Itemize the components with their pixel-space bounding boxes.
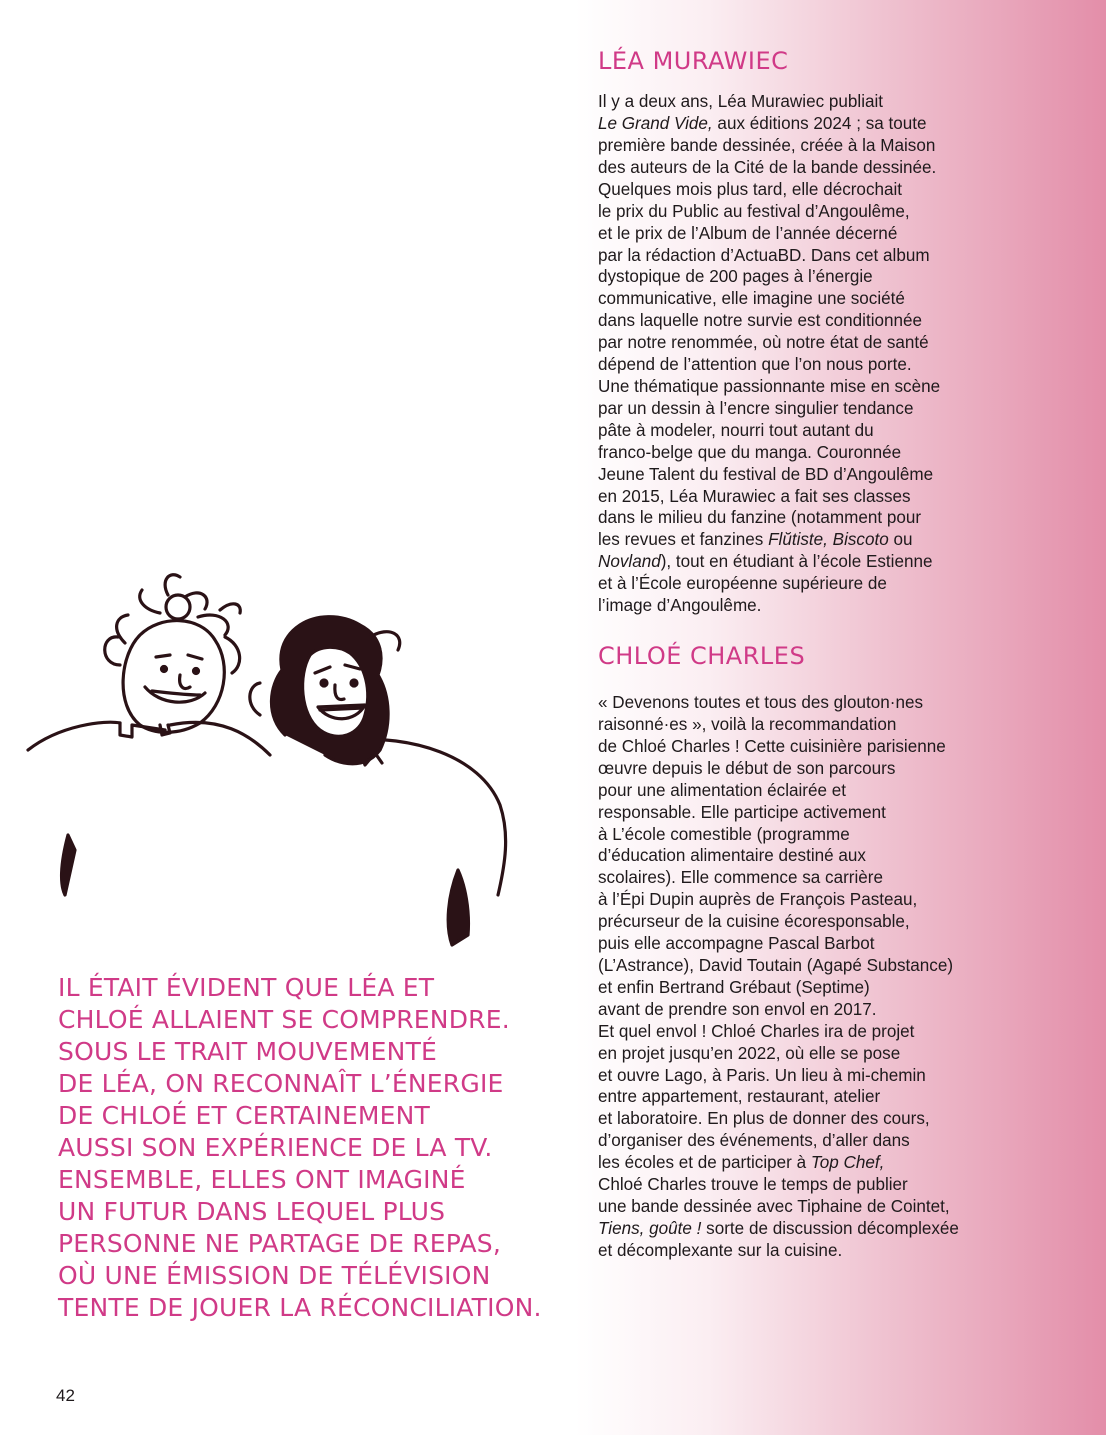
- chloe-charles-heading: CHLOÉ CHARLES: [598, 641, 806, 670]
- text-segment: à L’école comestible (programme: [598, 824, 850, 844]
- text-segment: communicative, elle imagine une société: [598, 289, 905, 309]
- quote-line: SOUS LE TRAIT MOUVEMENTÉ: [58, 1037, 438, 1066]
- text-segment: raisonné·es », voilà la recommandation: [598, 715, 897, 735]
- text-line: [598, 376, 998, 398]
- text-segment: en 2015, Léa Murawiec a fait ses classes: [598, 486, 911, 506]
- text-segment: en projet jusqu’en 2022, où elle se pose: [598, 1043, 901, 1063]
- text-line: [598, 266, 998, 288]
- article-columns: [598, 40, 998, 1262]
- quote-line: AUSSI SON EXPÉRIENCE DE LA TV.: [58, 1133, 493, 1162]
- text-segment: par un dessin à l’encre singulier tendance: [598, 398, 914, 418]
- text-segment: Jeune Talent du festival de BD d’Angoulême: [598, 464, 934, 484]
- text-segment: par notre renommée, où notre état de santé: [598, 333, 929, 353]
- text-segment: à l’Épi Dupin auprès de François Pasteau,: [598, 890, 918, 910]
- text-segment: Quelques mois plus tard, elle décrochait: [598, 179, 903, 199]
- quote-line: TENTE DE JOUER LA RÉCONCILIATION.: [58, 1293, 542, 1322]
- text-line: [598, 736, 998, 758]
- quote-line: DE CHLOÉ ET CERTAINEMENT: [58, 1101, 430, 1130]
- text-line: [598, 201, 998, 223]
- text-segment: avant de prendre son envol en 2017.: [598, 999, 877, 1019]
- text-line: [598, 758, 998, 780]
- text-line: [598, 551, 998, 573]
- text-line: [598, 1218, 998, 1240]
- text-line: [598, 573, 998, 595]
- text-line: [598, 824, 998, 846]
- text-line: [598, 977, 998, 999]
- text-line: [598, 1065, 998, 1087]
- text-line: [598, 692, 998, 714]
- text-line: [598, 310, 998, 332]
- text-line: [598, 113, 998, 135]
- text-line: [598, 1021, 998, 1043]
- text-line: [598, 223, 998, 245]
- text-line: [598, 1043, 998, 1065]
- text-segment: et le prix de l’Album de l’année décerné: [598, 223, 898, 243]
- text-segment: franco-belge que du manga. Couronnée: [598, 442, 902, 462]
- text-segment: ), tout en étudiant à l’école Estienne: [660, 552, 933, 572]
- text-segment: sorte de discussion décomplexée: [701, 1218, 959, 1238]
- text-segment: d’organiser des événements, d’aller dans: [598, 1131, 910, 1151]
- text-line: [598, 889, 998, 911]
- text-segment: Une thématique passionnante mise en scène: [598, 376, 941, 396]
- text-line: [598, 179, 998, 201]
- text-segment: une bande dessinée avec Tiphaine de Cointet,: [598, 1196, 950, 1216]
- text-segment: par la rédaction d’ActuaBD. Dans cet album: [598, 245, 930, 265]
- text-line: [598, 1130, 998, 1152]
- text-segment: les revues et fanzines: [598, 530, 769, 550]
- text-line: [598, 911, 998, 933]
- text-line: [598, 845, 998, 867]
- text-line: [598, 529, 998, 551]
- text-line: [598, 867, 998, 889]
- text-line: [598, 802, 998, 824]
- lea-murawiec-bio: [598, 91, 998, 617]
- quote-line: IL ÉTAIT ÉVIDENT QUE LÉA ET: [58, 973, 435, 1002]
- text-segment: et ouvre Lago, à Paris. Un lieu à mi-chemin: [598, 1065, 926, 1085]
- text-segment: pour une alimentation éclairée et: [598, 780, 847, 800]
- italic-title: Top Chef,: [810, 1153, 885, 1173]
- text-line: [598, 442, 998, 464]
- text-line: [598, 1152, 998, 1174]
- text-segment: (L’Astrance), David Toutain (Agapé Substance): [598, 956, 954, 975]
- text-line: [598, 245, 998, 267]
- text-line: [598, 507, 998, 529]
- text-line: [598, 595, 998, 617]
- text-segment: œuvre depuis le début de son parcours: [598, 758, 896, 778]
- italic-title: Novland: [598, 552, 661, 572]
- text-segment: dépend de l’attention que l’on nous porte.: [598, 355, 912, 375]
- text-segment: et laboratoire. En plus de donner des cours,: [598, 1109, 930, 1129]
- text-segment: entre appartement, restaurant, atelier: [598, 1087, 881, 1107]
- text-segment: et à l’École européenne supérieure de: [598, 574, 887, 594]
- italic-title: Flŭtiste, Biscoto: [768, 530, 889, 550]
- text-segment: les écoles et de participer à: [598, 1153, 811, 1173]
- text-segment: première bande dessinée, créée à la Maison: [598, 136, 936, 155]
- text-segment: Et quel envol ! Chloé Charles ira de projet: [598, 1021, 915, 1041]
- text-line: [598, 1174, 998, 1196]
- chloe-charles-bio: [598, 692, 998, 1262]
- text-segment: Il y a deux ans, Léa Murawiec publiait: [598, 92, 884, 112]
- text-line: [598, 135, 998, 157]
- text-segment: le prix du Public au festival d’Angoulême,: [598, 201, 910, 221]
- text-line: [598, 1086, 998, 1108]
- text-line: [598, 420, 998, 442]
- text-segment: l’image d’Angoulême.: [598, 596, 762, 616]
- text-line: [598, 288, 998, 310]
- text-line: [598, 354, 998, 376]
- text-segment: des auteurs de la Cité de la bande dessinée.: [598, 157, 937, 177]
- text-line: [598, 933, 998, 955]
- text-line: [598, 1196, 998, 1218]
- text-line: [598, 91, 998, 113]
- text-line: [598, 780, 998, 802]
- quote-line: UN FUTUR DANS LEQUEL PLUS: [58, 1197, 446, 1226]
- text-line: [598, 999, 998, 1021]
- text-segment: puis elle accompagne Pascal Barbot: [598, 934, 875, 954]
- text-line: [598, 1108, 998, 1130]
- text-segment: responsable. Elle participe activement: [598, 802, 886, 822]
- illustration-lea-and-chloe: [20, 565, 520, 955]
- quote-line: CHLOÉ ALLAIENT SE COMPRENDRE.: [58, 1005, 510, 1034]
- text-segment: de Chloé Charles ! Cette cuisinière parisienne: [598, 736, 946, 756]
- text-segment: aux éditions 2024 ; sa toute: [712, 114, 927, 134]
- text-line: [598, 332, 998, 354]
- lea-murawiec-heading: LÉA MURAWIEC: [598, 47, 789, 75]
- text-segment: dans le milieu du fanzine (notamment pour: [598, 508, 922, 528]
- text-segment: dans laquelle notre survie est conditionnée: [598, 311, 923, 331]
- page-number: 42: [56, 1386, 75, 1405]
- text-segment: ou: [888, 530, 913, 550]
- text-line: [598, 486, 998, 508]
- text-line: [598, 714, 998, 736]
- text-line: [598, 398, 998, 420]
- text-line: [598, 464, 998, 486]
- text-segment: « Devenons toutes et tous des glouton·nes: [598, 693, 923, 713]
- text-line: [598, 1240, 998, 1262]
- text-segment: Chloé Charles trouve le temps de publier: [598, 1175, 908, 1195]
- text-segment: dystopique de 200 pages à l’énergie: [598, 267, 873, 287]
- text-segment: et enfin Bertrand Grébaut (Septime): [598, 977, 870, 997]
- text-line: [598, 955, 998, 977]
- italic-title: Le Grand Vide,: [598, 114, 713, 134]
- quote-line: OÙ UNE ÉMISSION DE TÉLÉVISION: [58, 1261, 491, 1290]
- italic-title: Tiens, goûte !: [598, 1218, 702, 1238]
- text-segment: d’éducation alimentaire destiné aux: [598, 846, 866, 866]
- text-segment: scolaires). Elle commence sa carrière: [598, 868, 883, 888]
- text-segment: pâte à modeler, nourri tout autant du: [598, 420, 874, 440]
- pull-quote: [58, 972, 558, 1324]
- text-segment: précurseur de la cuisine écoresponsable,: [598, 912, 910, 932]
- quote-line: DE LÉA, ON RECONNAÎT L’ÉNERGIE: [58, 1069, 504, 1098]
- text-segment: et décomplexante sur la cuisine.: [598, 1240, 843, 1260]
- text-line: [598, 157, 998, 179]
- quote-line: ENSEMBLE, ELLES ONT IMAGINÉ: [58, 1165, 466, 1194]
- quote-line: PERSONNE NE PARTAGE DE REPAS,: [58, 1229, 501, 1258]
